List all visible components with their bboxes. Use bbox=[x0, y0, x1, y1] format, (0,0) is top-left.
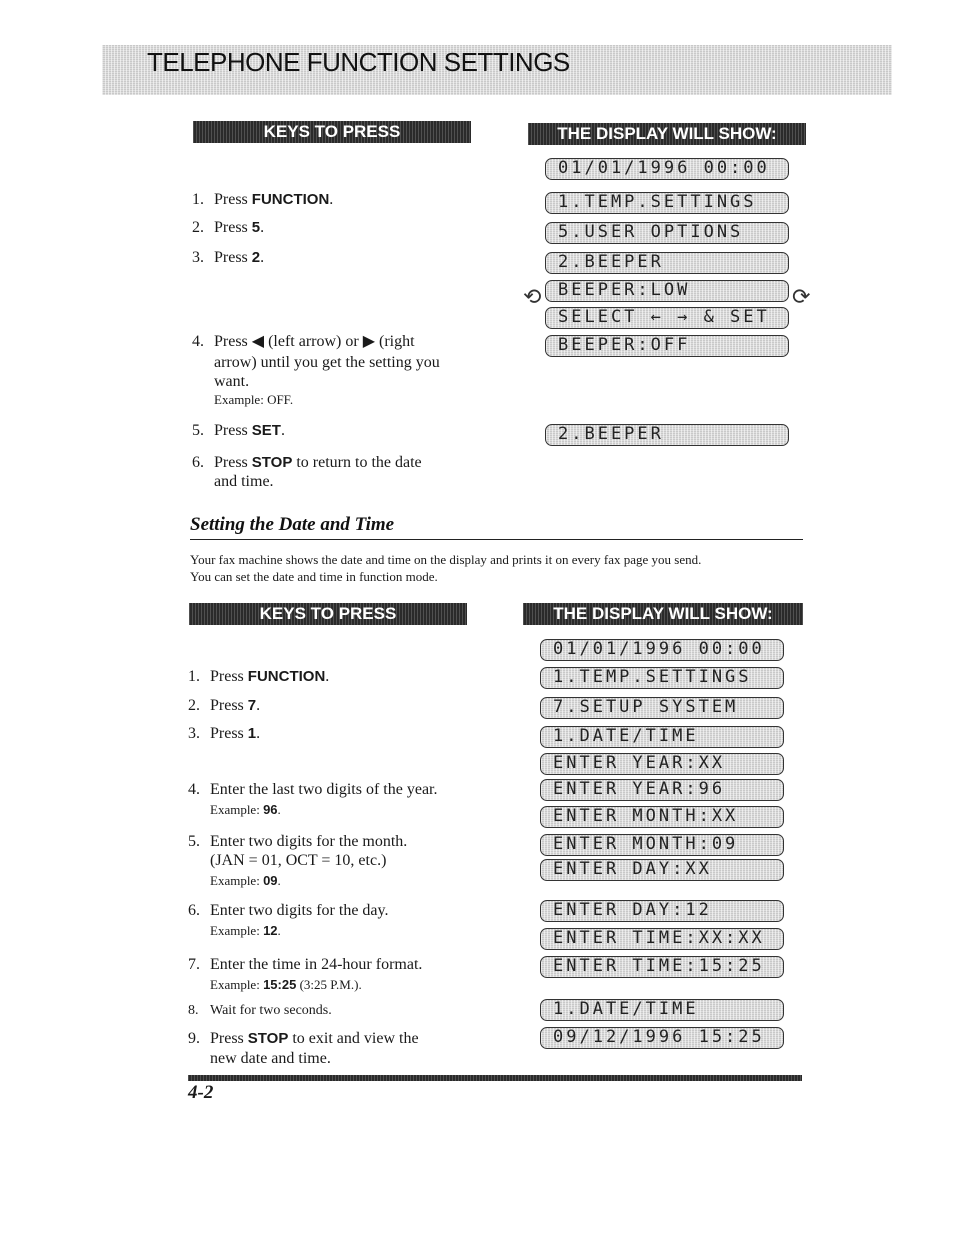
footer-rule bbox=[188, 1075, 802, 1081]
key-name: 5 bbox=[251, 219, 261, 236]
section-title: Setting the Date and Time bbox=[190, 514, 395, 535]
step-item: 1. Press FUNCTION. bbox=[192, 191, 334, 208]
step-example: Example: OFF. bbox=[214, 392, 294, 407]
step-item: 6. Press STOP to return to the date bbox=[192, 454, 422, 471]
lcd-display: BEEPER:OFF bbox=[545, 335, 789, 357]
key-name: SET bbox=[251, 422, 281, 439]
step-item: 1. Press FUNCTION. bbox=[188, 668, 330, 685]
key-name: 1 bbox=[247, 725, 257, 742]
alternating-left-arrow-icon: ⟲ bbox=[523, 285, 542, 310]
step-text: want. bbox=[214, 373, 250, 390]
lcd-display: ENTER YEAR:96 bbox=[540, 779, 784, 801]
step-item: 9. Press STOP to exit and view the bbox=[188, 1030, 419, 1047]
page-number: 4-2 bbox=[188, 1082, 214, 1103]
display-will-show-header: THE DISPLAY WILL SHOW: bbox=[523, 603, 803, 625]
lcd-display: 01/01/1996 00:00 bbox=[545, 158, 789, 180]
step-item: 2. Press 5. bbox=[192, 219, 265, 236]
lcd-display: 1.DATE/TIME bbox=[540, 726, 784, 748]
lcd-display: 1.TEMP.SETTINGS bbox=[545, 192, 789, 214]
lcd-display: 2.BEEPER bbox=[545, 252, 789, 274]
step-example: Example: 96. bbox=[210, 802, 281, 817]
keys-to-press-header: KEYS TO PRESS bbox=[189, 603, 467, 625]
lcd-display: BEEPER:LOW bbox=[545, 280, 789, 302]
step-item: 6. Enter two digits for the day. bbox=[188, 902, 389, 919]
section-intro bbox=[190, 551, 810, 585]
lcd-display: ENTER DAY:XX bbox=[540, 859, 784, 881]
lcd-display: 09/12/1996 15:25 bbox=[540, 1027, 784, 1049]
key-name: STOP bbox=[251, 454, 293, 471]
intro-line: Your fax machine shows the date and time on the display and prints it on every fax page you send. bbox=[190, 552, 702, 567]
lcd-display: 5.USER OPTIONS bbox=[545, 222, 789, 244]
lcd-display: 01/01/1996 00:00 bbox=[540, 639, 784, 661]
step-example: Example: 09. bbox=[210, 873, 281, 888]
lcd-display: SELECT ← → & SET bbox=[545, 307, 789, 329]
step-item: 4. Press ◀ (left arrow) or ▶ (right bbox=[192, 333, 415, 350]
key-name: FUNCTION bbox=[247, 668, 326, 685]
step-text: new date and time. bbox=[210, 1050, 331, 1067]
step-example: Example: 15:25 (3:25 P.M.). bbox=[210, 977, 362, 992]
step-item: 3. Press 2. bbox=[192, 249, 265, 266]
lcd-display: ENTER TIME:15:25 bbox=[540, 956, 784, 978]
step-item: 7. Enter the time in 24-hour format. bbox=[188, 956, 423, 973]
section-divider bbox=[190, 539, 803, 540]
page-title: TELEPHONE FUNCTION SETTINGS bbox=[147, 47, 570, 77]
key-name: FUNCTION bbox=[251, 191, 330, 208]
intro-line: You can set the date and time in function mode. bbox=[190, 569, 438, 584]
lcd-display: ENTER YEAR:XX bbox=[540, 753, 784, 775]
step-item: 4. Enter the last two digits of the year. bbox=[188, 781, 438, 798]
lcd-display: 2.BEEPER bbox=[545, 424, 789, 446]
step-text: arrow) until you get the setting you bbox=[214, 354, 440, 371]
step-item: 8. Wait for two seconds. bbox=[188, 1003, 332, 1018]
lcd-display: ENTER TIME:XX:XX bbox=[540, 928, 784, 950]
step-item: 5. Enter two digits for the month. bbox=[188, 833, 408, 850]
alternating-right-arrow-icon: ⟳ bbox=[792, 285, 811, 310]
lcd-display: ENTER MONTH:XX bbox=[540, 806, 784, 828]
key-name: STOP bbox=[247, 1030, 289, 1047]
step-item: 2. Press 7. bbox=[188, 697, 261, 714]
lcd-display: 1.DATE/TIME bbox=[540, 999, 784, 1021]
key-name: 7 bbox=[247, 697, 257, 714]
lcd-display: 1.TEMP.SETTINGS bbox=[540, 667, 784, 689]
step-item: 5. Press SET. bbox=[192, 422, 285, 439]
step-item: 3. Press 1. bbox=[188, 725, 261, 742]
step-text: (JAN = 01, OCT = 10, etc.) bbox=[210, 852, 387, 869]
lcd-display: ENTER DAY:12 bbox=[540, 900, 784, 922]
lcd-display: 7.SETUP SYSTEM bbox=[540, 697, 784, 719]
display-will-show-header: THE DISPLAY WILL SHOW: bbox=[528, 123, 806, 145]
page-title-banner bbox=[102, 45, 892, 95]
step-text: and time. bbox=[214, 473, 274, 490]
step-example: Example: 12. bbox=[210, 923, 281, 938]
key-name: 2 bbox=[251, 249, 261, 266]
lcd-display: ENTER MONTH:09 bbox=[540, 834, 784, 856]
keys-to-press-header: KEYS TO PRESS bbox=[193, 121, 471, 143]
